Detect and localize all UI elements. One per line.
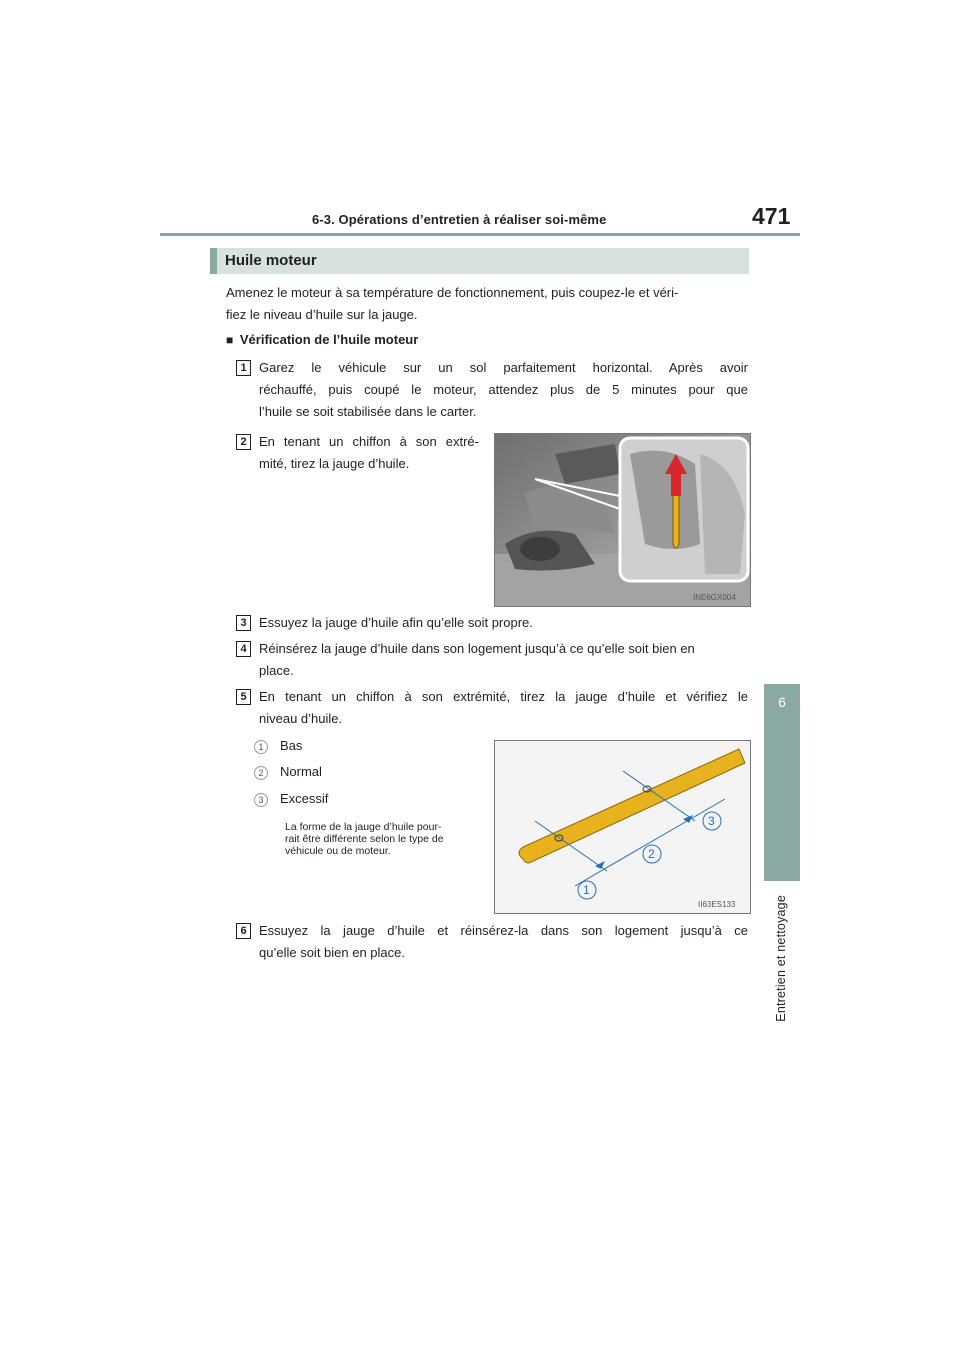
legend-label: Normal <box>280 764 322 779</box>
step-line: Réinsérez la jauge d’huile dans son logement jusqu’à ce qu’elle soit bien en <box>259 641 695 656</box>
note-line: véhicule ou de moteur. <box>285 845 391 857</box>
engine-illustration <box>495 434 750 606</box>
intro-line: fiez le niveau d’huile sur la jauge. <box>226 307 418 322</box>
square-bullet-icon: ■ <box>226 333 234 347</box>
note <box>285 821 485 857</box>
legend-label: Bas <box>280 738 303 753</box>
step-line: mité, tirez la jauge d’huile. <box>259 456 410 471</box>
header-rule <box>160 233 800 236</box>
step-text <box>259 920 748 964</box>
subheading-text: Vérification de l’huile moteur <box>239 332 419 347</box>
legend-marker: 2 <box>254 766 268 780</box>
step-number: 4 <box>236 641 251 657</box>
callout-2: 2 <box>648 847 655 861</box>
intro-paragraph <box>226 282 748 326</box>
chapter-number: 6 <box>778 694 786 710</box>
legend-marker: 3 <box>254 793 268 807</box>
engine-figure <box>494 433 751 607</box>
step-line: En tenant un chiffon à son extré- <box>259 434 479 449</box>
step-line: Essuyez la jauge d’huile et réinsérez-la dans son logement jusqu’à ce <box>259 923 748 938</box>
step-line: l’huile se soit stabilisée dans le carter. <box>259 404 477 419</box>
chapter-tab <box>764 684 800 881</box>
step-number: 2 <box>236 434 251 450</box>
figure-code: INE6GX004 <box>693 593 736 602</box>
figure-code: II63ES133 <box>698 900 736 909</box>
note-line: La forme de la jauge d’huile pour- <box>285 821 442 833</box>
step-number: 5 <box>236 689 251 705</box>
callout-1: 1 <box>583 883 590 897</box>
note-line: rait être différente selon le type de <box>285 833 444 845</box>
step-number: 1 <box>236 360 251 376</box>
step-number: 6 <box>236 923 251 939</box>
dipstick-figure <box>494 740 751 914</box>
step-text <box>259 638 748 682</box>
step-line: Garez le véhicule sur un sol parfaitement horizontal. Après avoir <box>259 360 748 375</box>
step-text <box>259 357 748 423</box>
step-text <box>259 431 479 475</box>
intro-line: Amenez le moteur à sa température de fonctionnement, puis coupez-le et véri- <box>226 285 679 300</box>
step-line: Essuyez la jauge d’huile afin qu’elle soit propre. <box>259 615 533 630</box>
step-number: 3 <box>236 615 251 631</box>
section-accent <box>210 248 217 274</box>
dipstick-illustration <box>495 741 750 913</box>
page-number: 471 <box>752 203 791 229</box>
legend-label: Excessif <box>280 791 329 806</box>
section-heading-bar <box>210 248 749 274</box>
step-line: En tenant un chiffon à son extrémité, tirez la jauge d’huile et vérifiez le <box>259 689 748 704</box>
step-text <box>259 612 748 634</box>
chapter-label: Entretien et nettoyage <box>774 895 788 1022</box>
step-line: qu’elle soit bien en place. <box>259 945 405 960</box>
step-line: réchauffé, puis coupé le moteur, attendez plus de 5 minutes pour que <box>259 382 748 397</box>
running-header: 6-3. Opérations d’entretien à réaliser soi-même <box>312 212 607 227</box>
legend-marker: 1 <box>254 740 268 754</box>
callout-3: 3 <box>708 814 715 828</box>
step-text <box>259 686 748 730</box>
step-line: niveau d’huile. <box>259 711 343 726</box>
section-title: Huile moteur <box>225 252 317 269</box>
step-line: place. <box>259 663 294 678</box>
subheading <box>226 332 418 347</box>
